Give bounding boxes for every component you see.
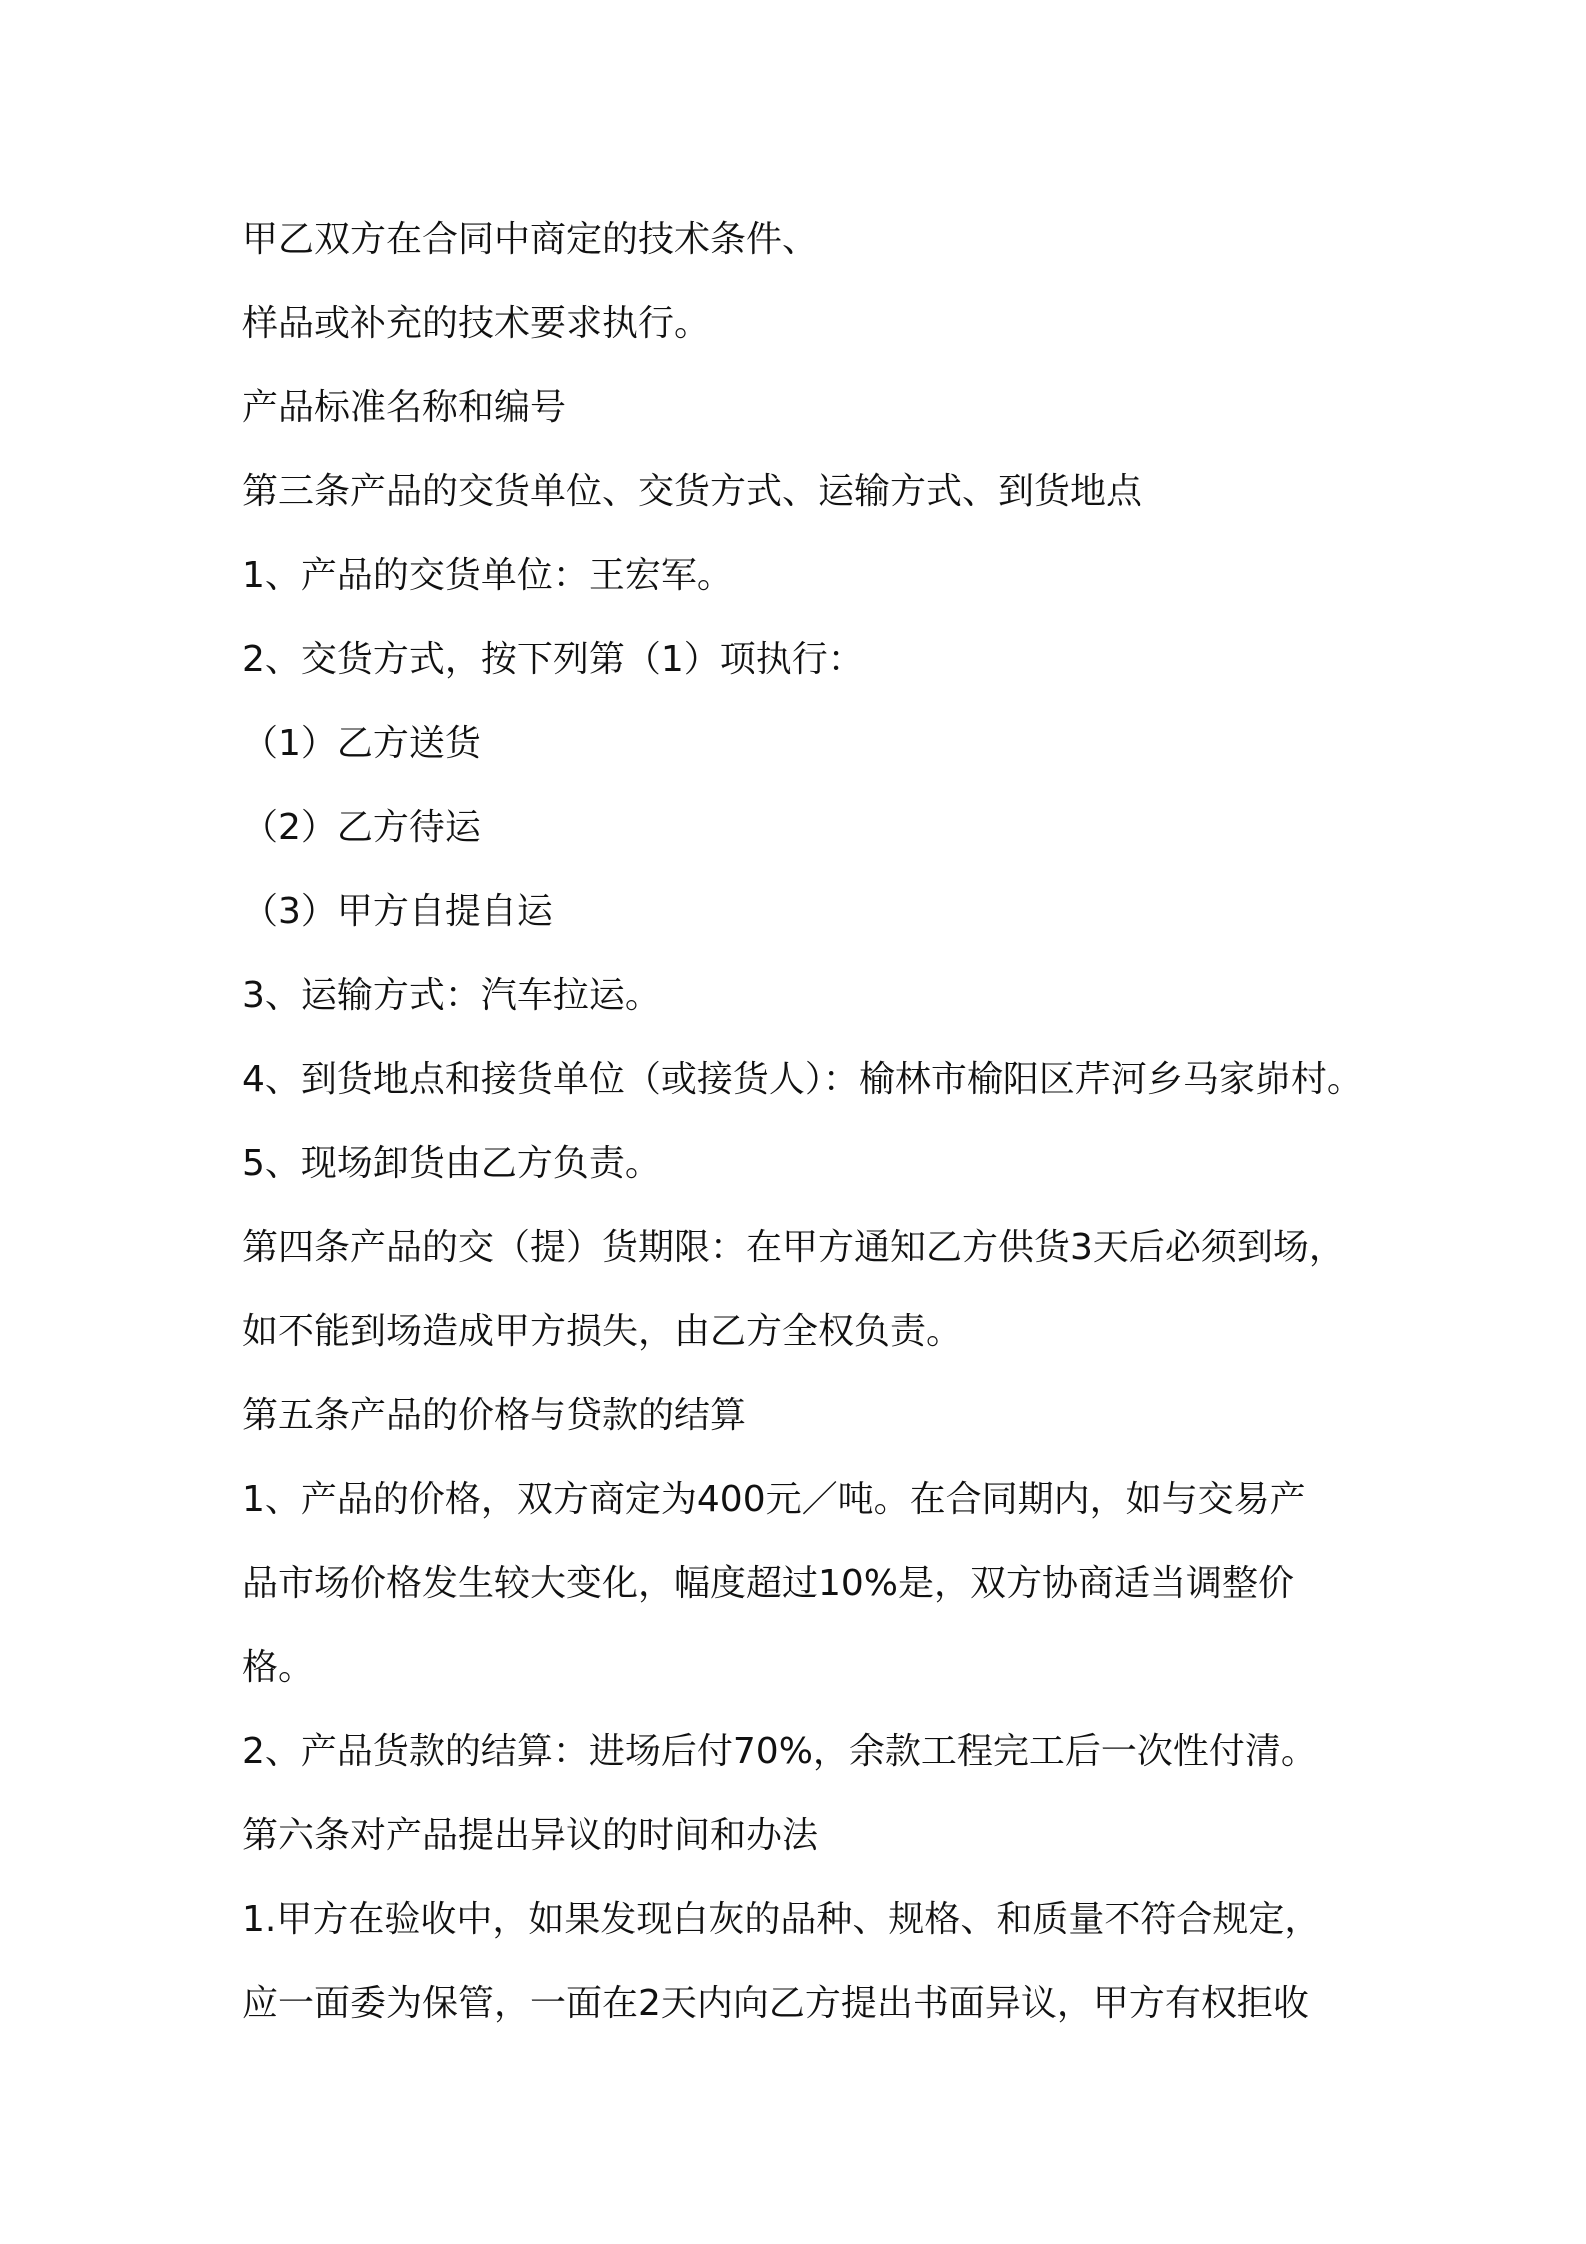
article-heading: 第四条产品的交（提）货期限：在甲方通知乙方供货3天后必须到场， xyxy=(242,1227,1345,1268)
clause-line: 2、产品货款的结算：进场后付70%，余款工程完工后一次性付清。 xyxy=(242,1731,1317,1772)
clause-line: 1.甲方在验收中，如果发现白灰的品种、规格、和质量不符合规定， xyxy=(242,1899,1321,1940)
article-heading: 第三条产品的交货单位、交货方式、运输方式、到货地点 xyxy=(242,471,1143,512)
paragraph-line: 如不能到场造成甲方损失，由乙方全权负责。 xyxy=(242,1311,963,1352)
paragraph-line: 品市场价格发生较大变化，幅度超过10%是，双方协商适当调整价 xyxy=(242,1563,1295,1604)
paragraph-line: 应一面委为保管，一面在2天内向乙方提出书面异议，甲方有权拒收 xyxy=(242,1983,1309,2024)
paragraph-line: 样品或补充的技术要求执行。 xyxy=(242,303,711,344)
clause-line: 1、产品的价格，双方商定为400元／吨。在合同期内，如与交易产 xyxy=(242,1479,1306,1520)
contract-body xyxy=(242,198,1362,2046)
option-line: （2）乙方待运 xyxy=(242,807,481,848)
clause-line: 1、产品的交货单位：王宏军。 xyxy=(242,555,733,596)
clause-line: 5、现场卸货由乙方负责。 xyxy=(242,1143,661,1184)
clause-line: 2、交货方式，按下列第（1）项执行： xyxy=(242,639,864,680)
paragraph-line: 甲乙双方在合同中商定的技术条件、 xyxy=(242,219,819,260)
clause-line: 4、到货地点和接货单位（或接货人）：榆林市榆阳区芹河乡马家峁村。 xyxy=(242,1059,1363,1100)
clause-line: 3、运输方式：汽车拉运。 xyxy=(242,975,661,1016)
article-heading: 第六条对产品提出异议的时间和办法 xyxy=(242,1815,819,1856)
article-heading: 第五条产品的价格与贷款的结算 xyxy=(242,1395,747,1436)
option-line: （1）乙方送货 xyxy=(242,723,481,764)
paragraph-line: 产品标准名称和编号 xyxy=(242,387,567,428)
paragraph-line: 格。 xyxy=(242,1647,315,1688)
option-line: （3）甲方自提自运 xyxy=(242,891,553,932)
